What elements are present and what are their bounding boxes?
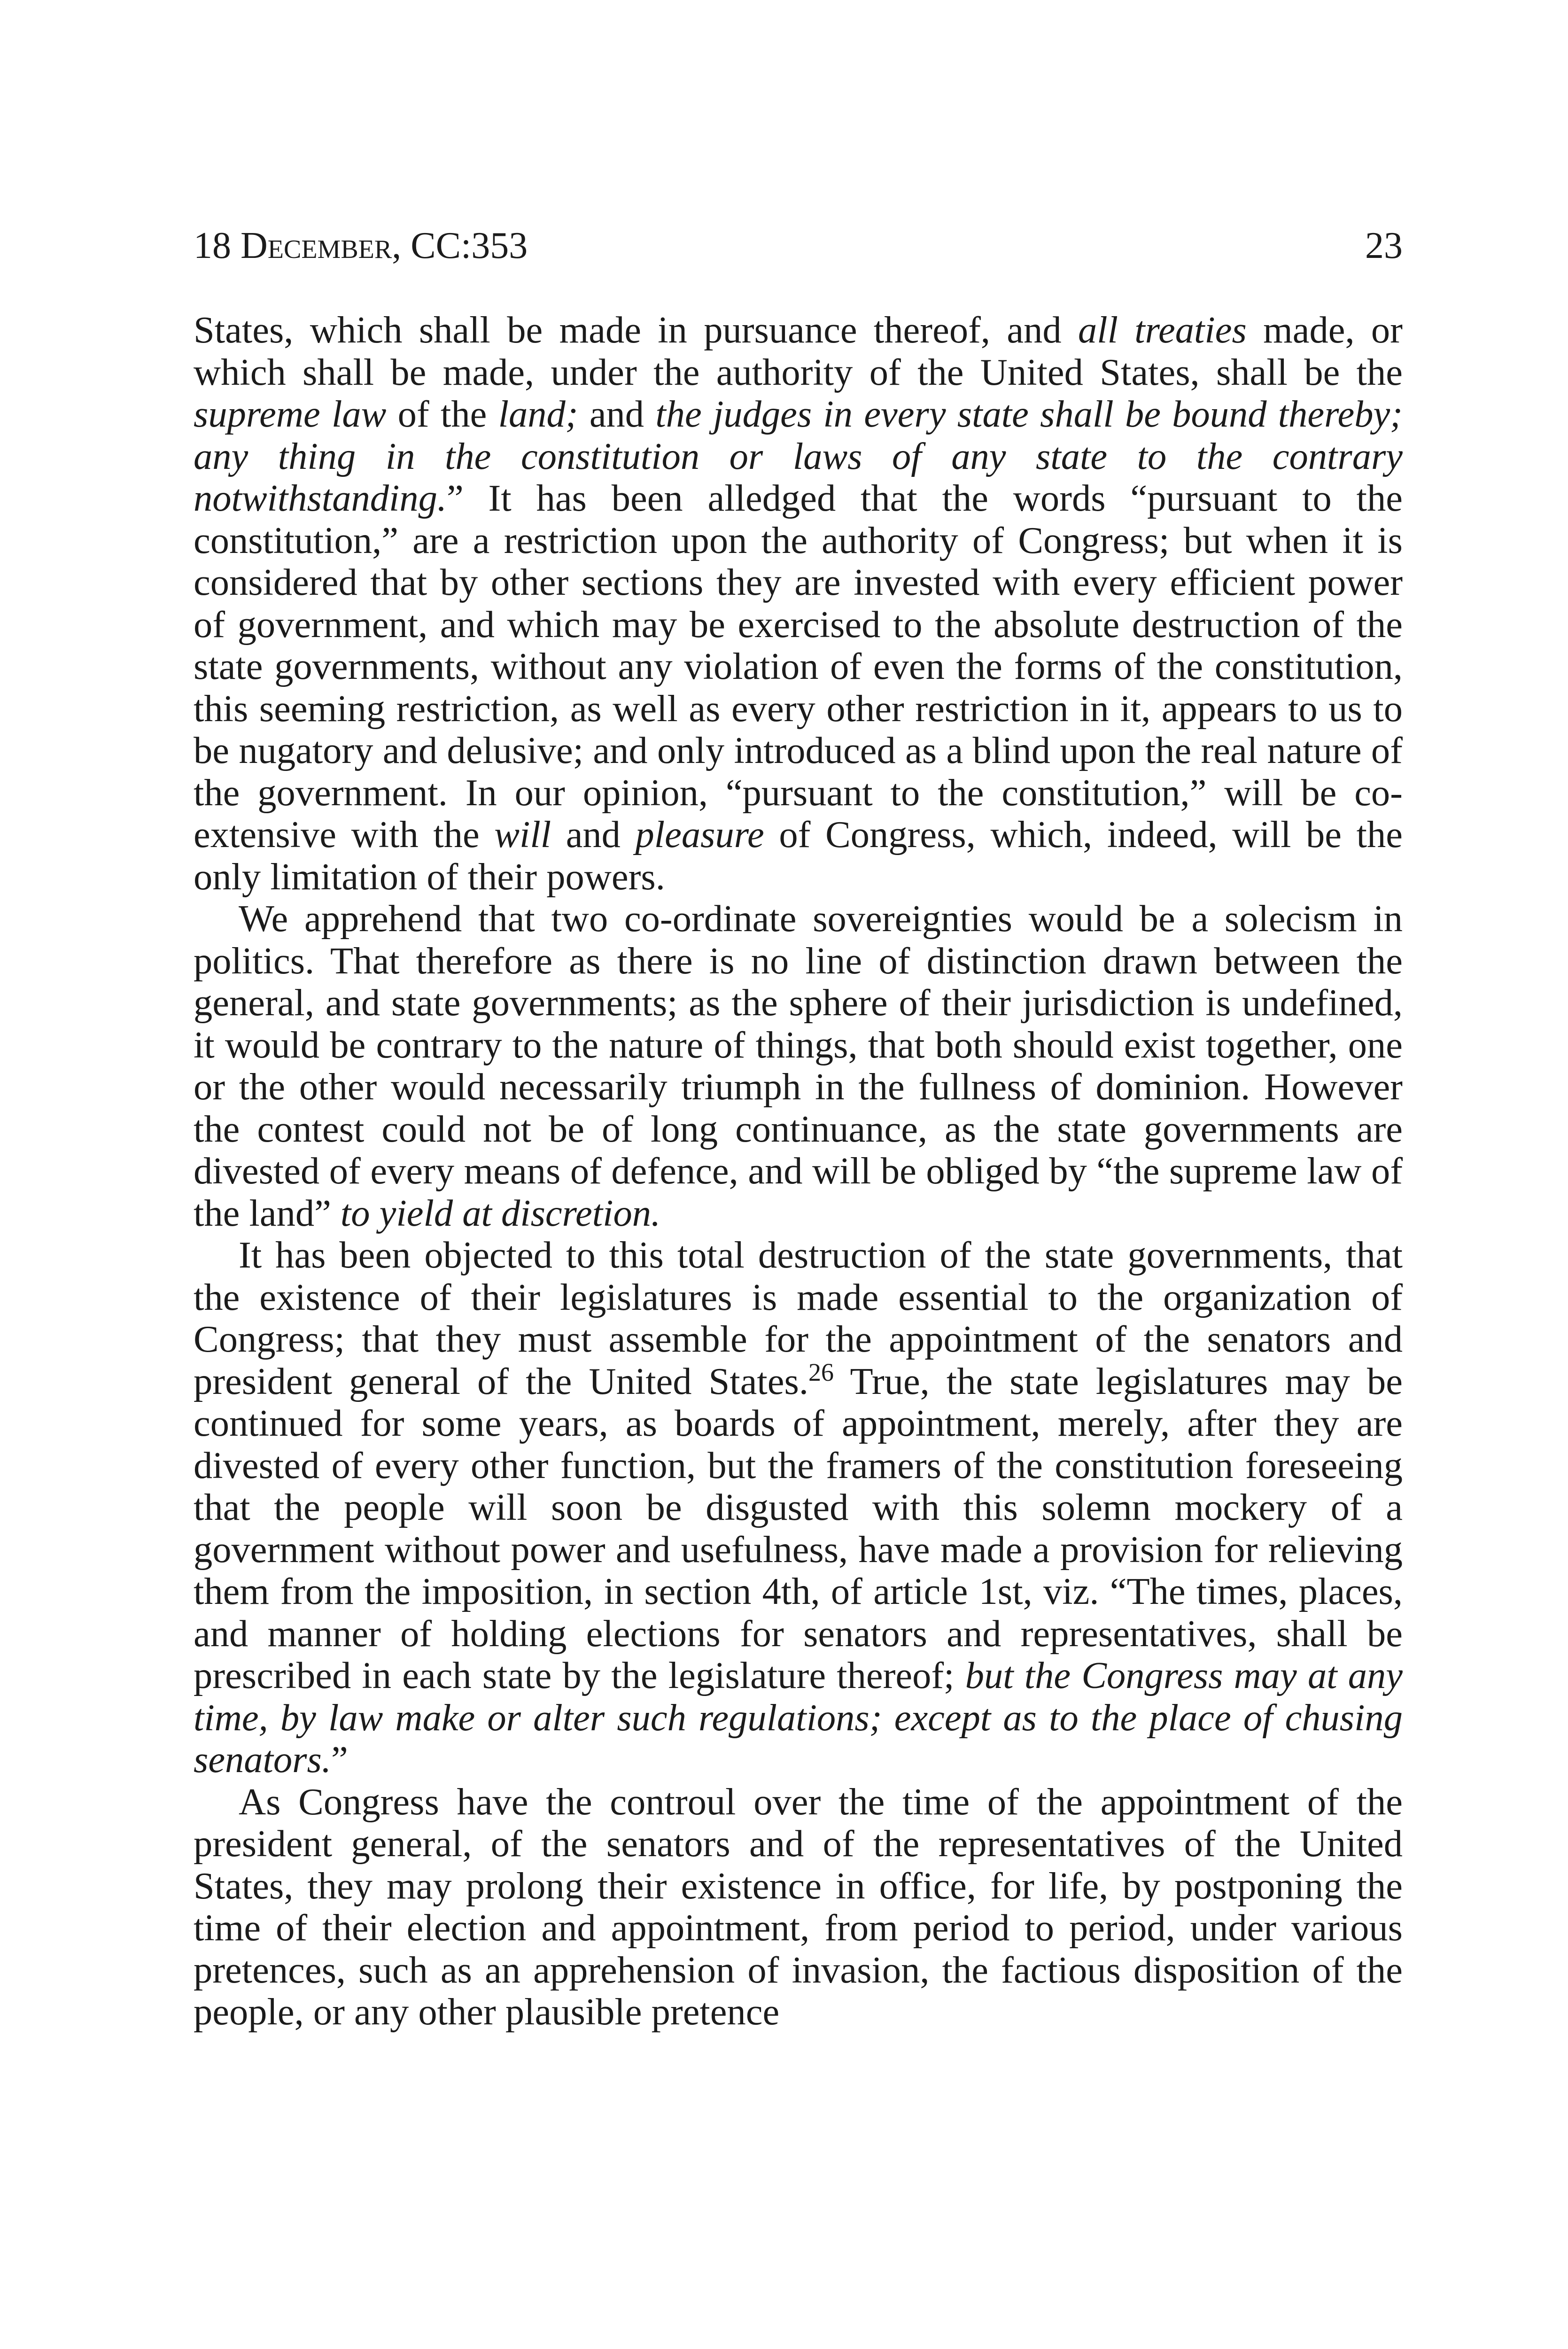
text-span: of the (386, 393, 498, 435)
paragraph-2 (194, 898, 1403, 1234)
text-span: of Congress, which, indeed, will be the only limitation of their powers. (194, 814, 1403, 898)
text-span: It has been objected to this total destruction of the state governments, that the existence of their legislatures is made essential to the organization of Congress; that they must assemble for the appointment of the senators and president general of the United States. (194, 1234, 1403, 1402)
italic-span: all treaties (1078, 309, 1247, 351)
italic-span: land; (498, 393, 578, 435)
text-span: and (551, 814, 636, 856)
paragraph-1 (194, 309, 1403, 898)
text-span: States, which shall be made in pursuance thereof, and (194, 309, 1078, 351)
running-head-ref: , CC:353 (392, 225, 528, 266)
italic-span: the judges in every state shall be bound thereby; any thing in the constitution or laws of any state to the contrary notwithstanding. (194, 393, 1403, 519)
paragraph-3 (194, 1234, 1403, 1781)
body-text (194, 309, 1403, 2033)
italic-span: will (494, 814, 551, 856)
text-span: True, the state legislatures may be continued for some years, as boards of appointment, merely, after they are divested of every other function, but the framers of the constitution foreseeing that the people will soon be disgusted with this solemn mockery of a government without power and usefulness, have made a provision for relieving them from the imposition, in section 4th, of article 1st, viz. “The times, places, and manner of holding elections for senators and representatives, shall be prescribed in each state by the legislature thereof; (194, 1360, 1403, 1696)
italic-span: to yield at discretion. (340, 1192, 661, 1234)
footnote-marker: 26 (808, 1358, 834, 1386)
text-span: ” It has been alledged that the words “pursuant to the constitution,” are a restriction upon the authority of Congress; but when it is considered that by other sections they are invested with every efficient power of government, and which may be exercised to the absolute destruction of the state governments, without any violation of even the forms of the constitution, this seeming restriction, as well as every other restriction in it, appears to us to be nugatory and delusive; and only introduced as a blind upon the real nature of the government. In our opinion, “pursuant to the constitution,” will be co-extensive with the (194, 477, 1403, 856)
running-head-month: December (241, 225, 392, 266)
text-span: and (578, 393, 656, 435)
italic-span: supreme law (194, 393, 387, 435)
paragraph-4 (194, 1781, 1403, 2033)
text-span: As Congress have the controul over the time of the appointment of the president general, of the senators and of the representatives of the United States, they may prolong their existence in office, for life, by postponing the time of their election and appointment, from period to period, under various pretences, such as an apprehension of invasion, the factious disposition of the people, or any other plausible pretence (194, 1781, 1403, 2033)
page-number: 23 (1365, 225, 1403, 266)
text-span: We apprehend that two co-ordinate sovereignties would be a solecism in politics. That therefore as there is no line of distinction drawn between the general, and state governments; as the sphere of their jurisdiction is undefined, it would be contrary to the nature of things, that both should exist together, one or the other would necessarily triumph in the fullness of dominion. However the contest could not be of long continuance, as the state governments are divested of every means of defence, and will be obliged by “the supreme law of the land” (194, 898, 1403, 1234)
text-span: ” (331, 1739, 348, 1781)
running-head-date: 18 (194, 225, 231, 266)
running-head-title (194, 220, 528, 272)
running-head (194, 220, 1403, 272)
italic-span: pleasure (635, 814, 764, 856)
italic-span: but the Congress may at any time, by law make or alter such regulations; except as to the place of chusing senators. (194, 1655, 1403, 1781)
text-span: made, or which shall be made, under the authority of the United States, shall be the (194, 309, 1403, 393)
